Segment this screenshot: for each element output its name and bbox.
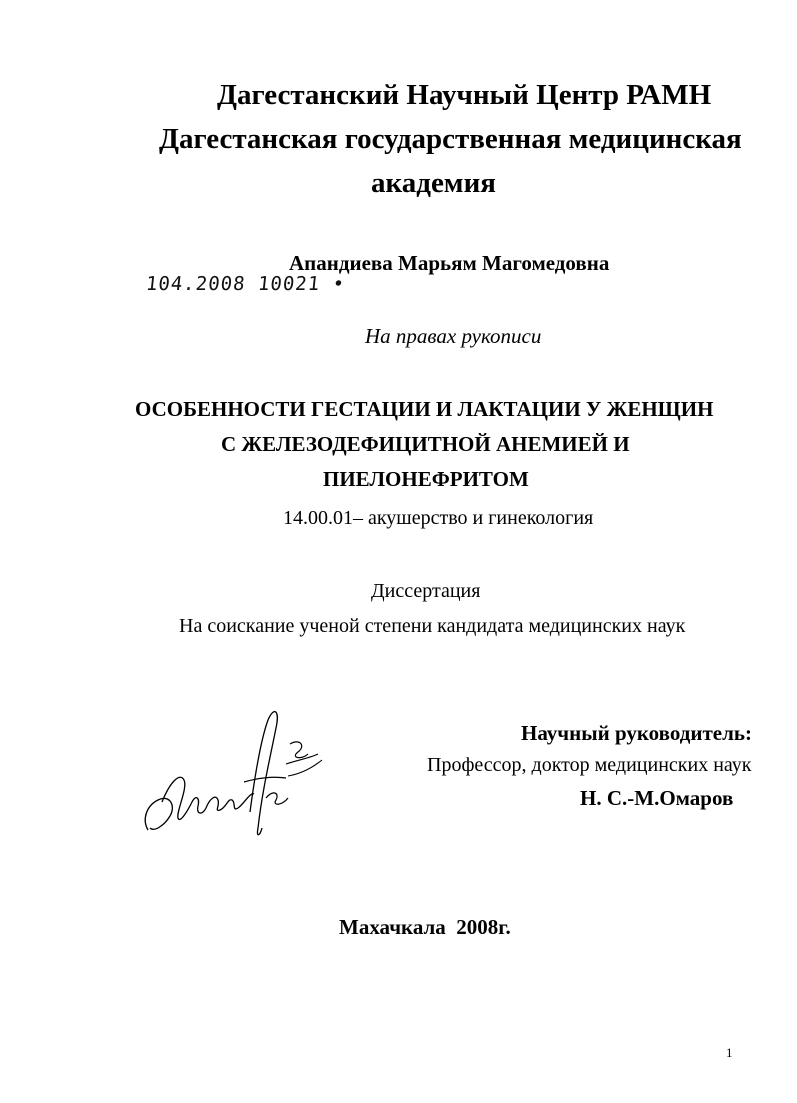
dissertation-title-line3: ПИЕЛОНЕФРИТОМ: [323, 467, 529, 491]
supervisor-label: Научный руководитель:: [521, 721, 752, 745]
dissertation-title-line2: С ЖЕЛЕЗОДЕФИЦИТНОЙ АНЕМИЕЙ И: [221, 432, 630, 456]
academy-name-cont: академия: [371, 167, 496, 199]
stamp-dot-icon: •: [331, 273, 347, 295]
page-number: 1: [726, 1045, 733, 1060]
manuscript-rights: На правах рукописи: [365, 324, 542, 348]
supervisor-name: Н. С.-М.Омаров: [580, 786, 734, 810]
institution-name: Дагестанский Научный Центр РАМН: [217, 79, 712, 111]
place-and-year: Махачкала 2008г.: [339, 915, 511, 939]
supervisor-position: Профессор, доктор медицинских наук: [427, 754, 752, 776]
academy-name: Дагестанская государственная медицинская: [159, 123, 742, 155]
degree-statement: На соискание ученой степени кандидата медицинских наук: [179, 615, 686, 637]
archive-stamp: [145, 273, 346, 295]
specialty-code: 14.00.01– акушерство и гинекология: [283, 507, 594, 529]
author-name: Апандиева Марьям Магомедовна: [289, 251, 610, 275]
dissertation-title-line1: ОСОБЕННОСТИ ГЕСТАЦИИ И ЛАКТАЦИИ У ЖЕНЩИН: [135, 397, 714, 421]
document-type: Диссертация: [371, 580, 481, 602]
archive-stamp-number: 104.2008 10021: [144, 273, 322, 295]
signature-icon: [140, 702, 330, 852]
